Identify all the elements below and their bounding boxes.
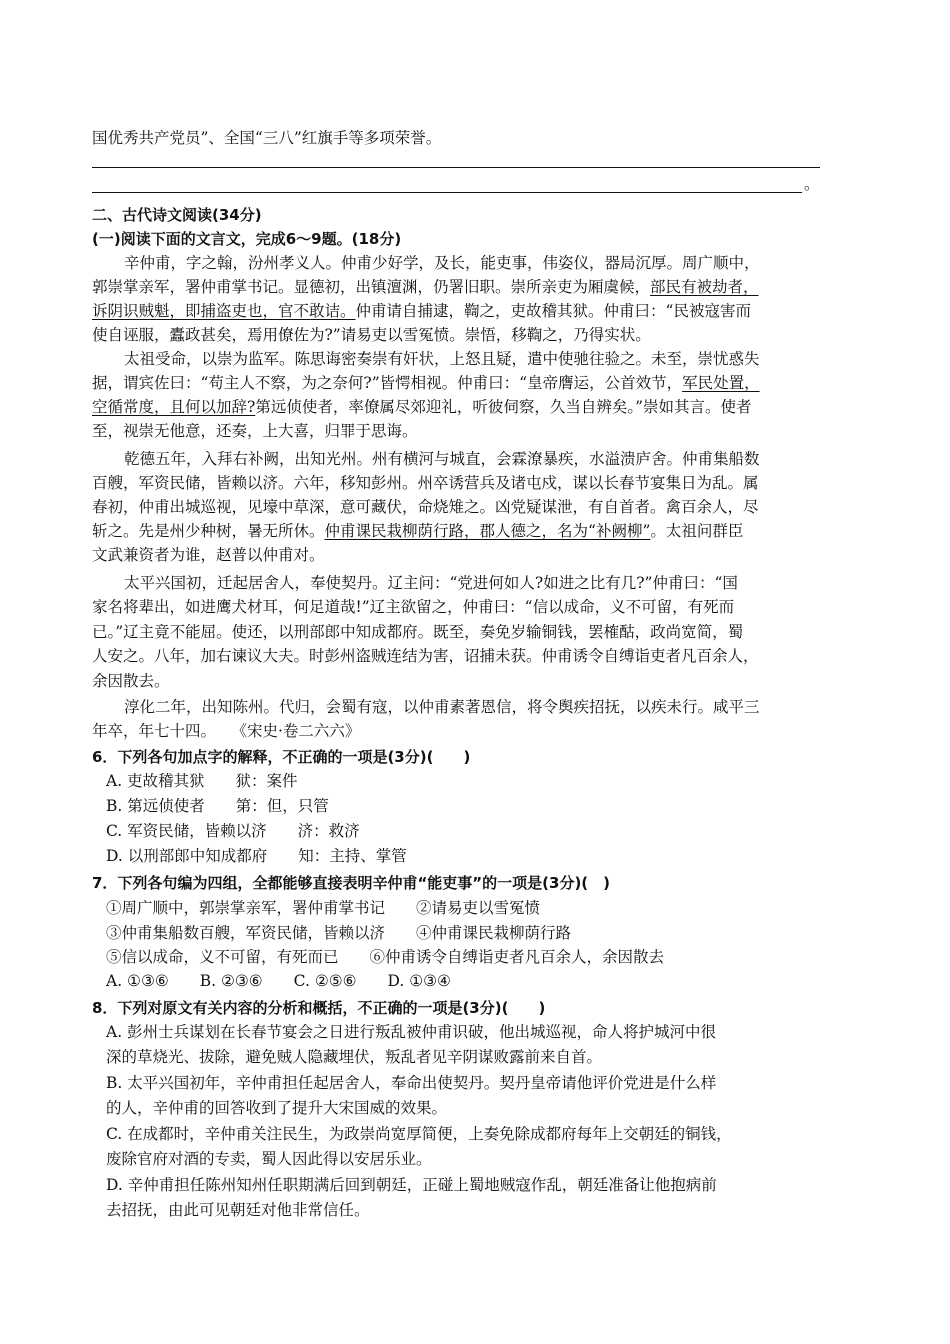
underlined-sentence: 部民有被劫者， xyxy=(650,278,759,296)
question-7-items-row: ①周广顺中，郭崇掌亲军，署仲甫掌书记 ②请易吏以雪冤愤 xyxy=(106,899,541,917)
passage-line: 据，谓宾佐曰：“苟主人不察，为之奈何?”皆愕相视。仲甫曰：“皇帝膺运，公首效节，军民处置， xyxy=(92,374,760,392)
question-6-option-b: B. 第远侦使者 第：但，只管 xyxy=(106,797,329,815)
question-7-items-row: ③仲甫集船数百艘，军资民储，皆赖以济 ④仲甫课民栽柳荫行路 xyxy=(106,924,572,942)
passage-line: 太祖受命，以崇为监军。陈思诲密奏崇有奸状，上怒且疑，遣中使驰往验之。未至，崇忧惑失 xyxy=(124,350,760,368)
question-6-stem: 6．下列各句加点字的解释，不正确的一项是(3分)( ) xyxy=(92,748,471,766)
passage-line: 已。”辽主竟不能屈。使还，以刑部郎中知成都府。既至，奏免岁输铜钱，罢榷酤，政尚宽简，蜀 xyxy=(92,623,744,641)
question-7-stem: 7．下列各句编为四组，全都能够直接表明辛仲甫“能吏事”的一项是(3分)( ) xyxy=(92,874,611,892)
passage-line: 使自诬服，蠹政甚矣，焉用僚佐为?”请易吏以雪冤愤。崇悟，移鞫之，乃得实状。 xyxy=(92,326,651,344)
question-6-option-d: D. 以刑部郎中知成都府 知：主持、掌管 xyxy=(106,847,407,865)
underlined-sentence: 空循常度，且何以加辞? xyxy=(92,398,256,416)
passage-line: 淳化二年，出知陈州。代归，会蜀有寇，以仲甫素著恩信，将令舆疾招抚，以疾未行。咸平三 xyxy=(124,698,760,716)
passage-line: 至，视崇无他意，还奏，上大喜，归罪于思诲。 xyxy=(92,422,418,440)
question-8-option-d: D. 辛仲甫担任陈州知州任职期满后回到朝廷，正碰上蜀地贼寇作乱，朝廷准备让他抱病前 xyxy=(106,1176,717,1194)
answer-end-mark: 。 xyxy=(804,175,820,193)
underlined-sentence: 诉阴识贼魁，即捕盗吏也，官不敢诘。 xyxy=(92,302,356,320)
section-title: 二、古代诗文阅读(34分) xyxy=(92,206,262,224)
passage-line: 文武兼资者为谁，赵普以仲甫对。 xyxy=(92,546,325,564)
passage-line: 年卒，年七十四。 《宋史·卷二六六》 xyxy=(92,722,361,740)
question-8-option-b-cont: 的人，辛仲甫的回答收到了提升大宋国威的效果。 xyxy=(106,1099,448,1117)
answer-line-2 xyxy=(92,192,802,193)
question-8-option-c: C. 在成都时，辛仲甫关注民生，为政崇尚宽厚简便，上奏免除成都府每年上交朝廷的铜钱， xyxy=(106,1125,732,1143)
question-8-option-d-cont: 去招抚，由此可见朝廷对他非常信任。 xyxy=(106,1201,370,1219)
question-6-option-a: A. 吏故稽其狱 狱：案件 xyxy=(106,772,298,790)
subsection-title: (一)阅读下面的文言文，完成6～9题。(18分) xyxy=(92,230,402,248)
question-8-option-a: A. 彭州士兵谋划在长春节宴会之日进行叛乱被仲甫识破，他出城巡视，命人将护城河中很 xyxy=(106,1023,717,1041)
passage-line: 斩之。先是州少种树，暑无所休。仲甫课民栽柳荫行路，郡人德之，名为“补阙柳”。太祖问群臣 xyxy=(92,522,744,540)
question-8-option-b: B. 太平兴国初年，辛仲甫担任起居舍人，奉命出使契丹。契丹皇帝请他评价党进是什么样 xyxy=(106,1074,717,1092)
underlined-sentence: 军民处置， xyxy=(682,374,760,392)
passage-line: 空循常度，且何以加辞?第远侦使者，率僚属尽郊迎礼，听彼伺察，久当自辨矣。”崇如其言。使者 xyxy=(92,398,752,416)
passage-line: 余因散去。 xyxy=(92,672,170,690)
passage-line: 人安之。八年，加右谏议大夫。时彭州盗贼连结为害，诏捕未获。仲甫诱令自缚诣吏者凡百余人， xyxy=(92,647,759,665)
answer-line-1 xyxy=(92,167,820,168)
passage-line: 诉阴识贼魁，即捕盗吏也，官不敢诘。仲甫请自捕逮，鞫之，吏故稽其狱。仲甫曰：“民被寇害而 xyxy=(92,302,751,320)
underlined-sentence: 仲甫课民栽柳荫行路，郡人德之，名为“补阙柳” xyxy=(324,522,651,540)
passage-line: 家名将辈出，如进鹰犬材耳，何足道哉!”辽主欲留之，仲甫曰：“信以成命，义不可留，有死而 xyxy=(92,598,735,616)
passage-line: 太平兴国初，迁起居舍人，奉使契丹。辽主问：“党进何如人?如进之比有几?”仲甫曰：“国 xyxy=(124,574,738,592)
question-8-option-a-cont: 深的草烧光、拔除，避免贼人隐藏埋伏，叛乱者见辛阴谋败露前来自首。 xyxy=(106,1048,603,1066)
question-7-options: A. ①③⑥ B. ②③⑥ C. ②⑤⑥ D. ①③④ xyxy=(106,972,451,990)
passage-line: 乾德五年，入拜右补阙，出知光州。州有横河与城直，会霖潦暴疾，水溢溃庐舍。仲甫集船数 xyxy=(124,450,760,468)
passage-line: 辛仲甫，字之翰，汾州孝义人。仲甫少好学，及长，能吏事，伟姿仪，器局沉厚。周广顺中， xyxy=(124,254,760,272)
intro-tail-line: 国优秀共产党员”、全国“三八”红旗手等多项荣誉。 xyxy=(92,129,442,147)
question-7-items-row: ⑤信以成命，义不可留，有死而已 ⑥仲甫诱令自缚诣吏者凡百余人，余因散去 xyxy=(106,948,665,966)
question-8-stem: 8．下列对原文有关内容的分析和概括，不正确的一项是(3分)( ) xyxy=(92,999,546,1017)
question-6-option-c: C. 军资民储，皆赖以济 济：救济 xyxy=(106,822,360,840)
passage-line: 郭崇掌亲军，署仲甫掌书记。显德初，出镇澶渊，仍署旧职。崇所亲吏为厢虞候，部民有被劫者， xyxy=(92,278,759,296)
question-8-option-c-cont: 废除官府对酒的专卖，蜀人因此得以安居乐业。 xyxy=(106,1150,432,1168)
passage-line: 百艘，军资民储，皆赖以济。六年，移知彭州。州卒诱营兵及诸屯戍，谋以长春节宴集日为乱。属 xyxy=(92,474,759,492)
passage-line: 春初，仲甫出城巡视，见壕中草深，意可藏伏，命烧雉之。凶党疑谋泄，有自首者。禽百余人，尽 xyxy=(92,498,759,516)
